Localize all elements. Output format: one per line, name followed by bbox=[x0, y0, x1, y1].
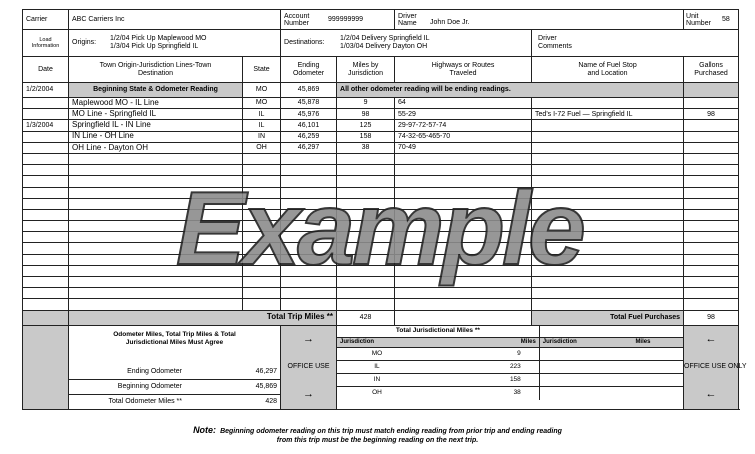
note-line-1: Beginning odometer reading on this trip must match ending reading from prior trip and ending reading bbox=[220, 428, 562, 435]
row-date bbox=[23, 142, 69, 153]
jur-miles: 38 bbox=[513, 388, 521, 396]
jur-miles: 158 bbox=[417, 374, 539, 387]
total-fuel-label: Total Fuel Purchases bbox=[532, 310, 684, 325]
jur-col-1: Jurisdiction bbox=[337, 338, 417, 348]
col-miles bbox=[337, 57, 395, 83]
jur-row bbox=[337, 348, 683, 361]
col-town-2: Destination bbox=[137, 69, 174, 77]
row-date bbox=[23, 109, 69, 120]
row-gallons bbox=[684, 142, 739, 153]
arrow-left-icon: ← bbox=[705, 388, 717, 401]
driver-comments-label-1: Driver bbox=[538, 35, 557, 43]
total-odometer-label: Total Odometer Miles ** bbox=[69, 395, 185, 409]
example-watermark: Example bbox=[176, 171, 583, 287]
row-town: OH Line - Dayton OH bbox=[69, 142, 243, 153]
load-information-label bbox=[23, 30, 69, 57]
origin-1: 1/2/04 Pick Up Maplewood MO bbox=[110, 34, 207, 42]
carrier-value: ABC Carriers Inc bbox=[69, 10, 281, 30]
office-use-label: OFFICE USE bbox=[287, 363, 330, 371]
summary-row bbox=[23, 325, 739, 409]
table-row bbox=[23, 131, 739, 142]
row-gallons: 98 bbox=[684, 109, 739, 120]
office-use-only-label: OFFICE USE ONLY bbox=[684, 363, 747, 371]
row-state: IL bbox=[243, 120, 281, 131]
jur-title: Total Jurisdictional Miles ** bbox=[337, 326, 539, 338]
col-state: State bbox=[243, 57, 281, 83]
empty-row bbox=[23, 176, 739, 187]
row-fuel bbox=[532, 131, 684, 142]
col-miles-2: Jurisdiction bbox=[348, 69, 384, 77]
footer-note bbox=[0, 425, 755, 446]
col-fuel-stop bbox=[532, 57, 684, 83]
col-fuel-stop-2: and Location bbox=[587, 69, 628, 77]
account-value: 999999999 bbox=[328, 15, 364, 23]
col-highways-1: Highways or Routes bbox=[431, 62, 495, 70]
row-odometer: 46,101 bbox=[281, 120, 337, 131]
driver-cell bbox=[395, 10, 684, 30]
empty-row bbox=[23, 288, 739, 299]
empty-row bbox=[23, 221, 739, 232]
row-miles: 98 bbox=[337, 109, 395, 120]
row-odometer: 46,259 bbox=[281, 131, 337, 142]
row-odometer: 45,878 bbox=[281, 98, 337, 109]
empty-row bbox=[23, 153, 739, 164]
beginning-note: All other odometer reading will be ending readings. bbox=[337, 83, 684, 98]
row-town: Maplewood MO - IL Line bbox=[69, 98, 243, 109]
load-label-2: Information bbox=[31, 43, 60, 49]
row-highway: 64 bbox=[395, 98, 532, 109]
office-use-left bbox=[281, 325, 337, 409]
ending-odometer-label: Ending Odometer bbox=[127, 368, 182, 376]
unit-label-1: Unit bbox=[686, 12, 699, 20]
origin-2: 1/3/04 Pick Up Springfield IL bbox=[110, 43, 199, 50]
row-date bbox=[23, 98, 69, 109]
jur-col-2: Miles bbox=[417, 338, 539, 348]
beginning-date: 1/2/2004 bbox=[23, 83, 69, 98]
destinations-label: Destinations: bbox=[284, 39, 325, 47]
total-fuel-value: 98 bbox=[684, 310, 739, 325]
jur-miles: 223 bbox=[417, 361, 539, 374]
jur-col-3: Jurisdiction bbox=[539, 338, 632, 348]
beginning-odometer-label: Beginning Odometer bbox=[69, 380, 185, 395]
row-fuel bbox=[532, 142, 684, 153]
unit-value: 58 bbox=[722, 15, 730, 23]
jur-row bbox=[337, 387, 683, 400]
destination-1: 1/2/04 Delivery Springfield IL bbox=[340, 34, 430, 42]
row-fuel bbox=[532, 98, 684, 109]
header-row-load bbox=[23, 30, 739, 57]
agree-note-1: Odometer Miles, Total Trip Miles & Total bbox=[113, 330, 236, 338]
row-highway: 74-32-65-465-70 bbox=[395, 131, 532, 142]
table-row bbox=[23, 120, 739, 131]
table-row bbox=[23, 98, 739, 109]
row-town: MO Line - Springfield IL bbox=[69, 109, 243, 120]
col-odometer bbox=[281, 57, 337, 83]
col-highways bbox=[395, 57, 532, 83]
jur-state: IL bbox=[337, 361, 417, 374]
arrow-left-icon: ← bbox=[705, 333, 717, 346]
row-gallons bbox=[684, 98, 739, 109]
arrow-right-icon: → bbox=[303, 333, 315, 346]
col-odometer-1: Ending bbox=[297, 62, 320, 70]
col-miles-1: Miles by bbox=[352, 62, 379, 70]
beginning-gallons-blank bbox=[684, 83, 739, 98]
col-date: Date bbox=[23, 57, 69, 83]
destinations-cell bbox=[281, 30, 532, 57]
account-label-2: Number bbox=[284, 19, 309, 27]
col-gallons-2: Purchased bbox=[694, 69, 728, 77]
row-miles: 9 bbox=[337, 98, 395, 109]
jurisdiction-summary bbox=[337, 325, 684, 409]
col-town bbox=[69, 57, 243, 83]
col-highways-2: Traveled bbox=[449, 69, 477, 77]
jur-row bbox=[337, 361, 683, 374]
origins-cell bbox=[69, 30, 281, 57]
note-label: Note: bbox=[193, 425, 217, 435]
empty-row bbox=[23, 187, 739, 198]
beginning-reading-row bbox=[23, 83, 739, 98]
driver-label-2: Name bbox=[398, 19, 417, 27]
row-highway: 70-49 bbox=[395, 142, 532, 153]
arrow-right-icon: → bbox=[303, 388, 315, 401]
driver-label-1: Driver bbox=[398, 12, 417, 20]
row-town: Springfield IL - IN Line bbox=[69, 120, 243, 131]
empty-row bbox=[23, 232, 739, 243]
row-state: IL bbox=[243, 109, 281, 120]
row-gallons bbox=[684, 131, 739, 142]
row-gallons bbox=[684, 120, 739, 131]
account-label-1: Account bbox=[284, 12, 310, 20]
row-state: MO bbox=[243, 98, 281, 109]
totals-row bbox=[23, 310, 739, 325]
beginning-odometer: 45,869 bbox=[281, 83, 337, 98]
table-row bbox=[23, 142, 739, 153]
trip-log-table bbox=[22, 9, 747, 410]
empty-row bbox=[23, 209, 739, 220]
carrier-label: Carrier bbox=[23, 10, 69, 30]
row-miles: 125 bbox=[337, 120, 395, 131]
total-trip-miles-label: Total Trip Miles ** bbox=[69, 310, 337, 325]
total-odometer-value: 428 bbox=[185, 395, 280, 409]
jur-row bbox=[337, 374, 683, 387]
jur-state: MO bbox=[337, 348, 417, 361]
unit-cell bbox=[684, 10, 739, 30]
row-odometer: 45,976 bbox=[281, 109, 337, 120]
col-odometer-2: Odometer bbox=[292, 69, 325, 77]
row-state: IN bbox=[243, 131, 281, 142]
row-fuel bbox=[532, 120, 684, 131]
empty-row bbox=[23, 243, 739, 254]
jur-state: IN bbox=[337, 374, 417, 387]
agree-note-2: Jurisdictional Miles Must Agree bbox=[125, 339, 224, 347]
account-cell bbox=[281, 10, 395, 30]
origins-label: Origins: bbox=[72, 39, 97, 47]
empty-row bbox=[23, 277, 739, 288]
row-town: IN Line - OH Line bbox=[69, 131, 243, 142]
header-row-carrier bbox=[23, 10, 739, 30]
col-fuel-stop-1: Name of Fuel Stop bbox=[578, 62, 637, 70]
row-highway: 29-97-72-57-74 bbox=[395, 120, 532, 131]
jur-miles: 9 bbox=[417, 348, 539, 361]
row-date bbox=[23, 131, 69, 142]
jur-col-4: Miles bbox=[632, 338, 683, 348]
row-odometer: 46,297 bbox=[281, 142, 337, 153]
table-row bbox=[23, 109, 739, 120]
trip-log-sheet bbox=[22, 9, 747, 416]
col-gallons-1: Gallons bbox=[699, 62, 723, 70]
destination-2: 1/03/04 Delivery Dayton OH bbox=[340, 43, 428, 50]
odometer-summary bbox=[69, 325, 281, 409]
office-use-right bbox=[684, 325, 747, 409]
empty-row bbox=[23, 254, 739, 265]
total-trip-miles-value: 428 bbox=[337, 310, 395, 325]
empty-row bbox=[23, 198, 739, 209]
empty-row bbox=[23, 265, 739, 276]
col-town-1: Town Origin-Jurisdiction Lines-Town bbox=[99, 62, 212, 70]
note-line-2: from this trip must be the beginning reading on the next trip. bbox=[276, 436, 479, 444]
driver-comments-cell bbox=[532, 30, 739, 57]
row-miles: 38 bbox=[337, 142, 395, 153]
row-highway: 55-29 bbox=[395, 109, 532, 120]
row-fuel: Ted's I-72 Fuel — Springfield IL bbox=[532, 109, 684, 120]
driver-comments-label-2: Comments bbox=[538, 43, 572, 50]
column-header-row bbox=[23, 57, 739, 83]
beginning-odometer-value: 45,869 bbox=[185, 380, 280, 395]
empty-row bbox=[23, 165, 739, 176]
beginning-state: MO bbox=[243, 83, 281, 98]
empty-row bbox=[23, 299, 739, 310]
unit-label-2: Number bbox=[686, 19, 711, 27]
beginning-label: Beginning State & Odometer Reading bbox=[69, 83, 243, 98]
load-label-1: Load bbox=[39, 36, 52, 43]
driver-value: John Doe Jr. bbox=[430, 19, 470, 27]
ending-odometer-value: 46,297 bbox=[255, 368, 278, 376]
col-gallons bbox=[684, 57, 739, 83]
row-date: 1/3/2004 bbox=[23, 120, 69, 131]
row-state: OH bbox=[243, 142, 281, 153]
jur-state: OH bbox=[372, 388, 382, 396]
row-miles: 158 bbox=[337, 131, 395, 142]
